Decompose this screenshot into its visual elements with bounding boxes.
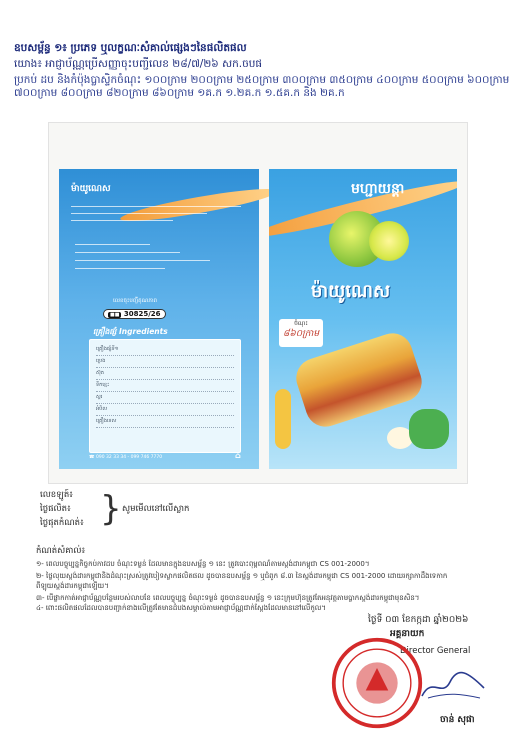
- back-panel-bullets: [75, 241, 225, 269]
- ingredient-line: អំបិល: [96, 406, 234, 416]
- certificate-label: លេខចុះបញ្ជីគុណភាព: [113, 298, 158, 304]
- net-weight-badge: [279, 319, 323, 347]
- packaging-line: ប្រកប់ ដប និងកំប៉ុងប្លាស្ទិកចំណុះ ១០០ក្រាម ២០០ក្រាម ២៥០ក្រាម ៣០០ក្រាម ៣៥០ក្រាម ៤០០ក្រាម ៥០០ក្រាម ៦០០ក្រាម ៧០០ក្រាម ៨០០ក្រាម ៨២០ក្រាម ៨៦០ក្រាម ១គ.ក ១.២គ.ក ១.៥គ.ក និង ២គ.ក: [14, 74, 510, 99]
- signature-department: អគ្គនាយក: [390, 629, 425, 639]
- contact-line: ☎ 090 32 33 34 - 099 746 7770: [89, 455, 163, 460]
- ingredient-line: ប្រេង: [96, 358, 234, 368]
- product-name: ម៉ាយូណេស: [311, 281, 391, 302]
- brace-note: សូមមើលនៅលើស្លាក: [122, 504, 190, 514]
- label-front-panel: [269, 169, 457, 469]
- ingredient-line: គ្រឿងទេស: [96, 418, 234, 428]
- notes-title: កំណត់សំគាល់៖: [36, 546, 86, 556]
- ingredient-line: គ្រឿងផ្សំទី១: [96, 346, 234, 356]
- note-item: ២- ថ្លៃលុយស្តង់ដារកម្ពុជានិងដំណុះស្រស់ត្រូវបៀទស្លាកផលិតផល ដូចបានឧបសម្ព័ន្ធ ១ ឬជំពូក ៨.៣ នៃស្តង់ដារកម្ពុជា CS 001-2000 ដោយរក្សាកាដឹងទេកាក: [36, 572, 448, 580]
- lemon-icon: [369, 221, 409, 261]
- ingredients-box: [89, 339, 241, 453]
- lot-label: លេខឡូត៍៖: [40, 490, 73, 500]
- net-weight-value: ៨៦០ក្រាម: [282, 329, 320, 339]
- pepper-icon: [409, 409, 449, 449]
- official-seal-icon: [330, 636, 424, 730]
- note-item: ៣- បើផ្លាកកាត់អាជ្ញាប័ណ្ណបន្ថែមរបស់លាបខែ ពេលបច្ចុប្បន្ន ចំណុះទម្ងន់ ដូចបានឧបសម្ព័ន្ធ ១ នេះក្រុមហ៊ុនត្រូវតែអនុវត្តតាមប្លាកស្តង់ដារកម្ពុជាមុនសិន។: [36, 594, 420, 602]
- ingredients-title: គ្រឿងផ្សំ Ingredients: [93, 327, 168, 336]
- exp-date-label: ថ្ងៃផុតកំណត់៖: [40, 518, 84, 528]
- handwritten-signature: [418, 668, 488, 704]
- ingredient-line: ទឹកខ្មេះ: [96, 382, 234, 392]
- brace-icon: }: [100, 489, 122, 529]
- brand-right: មហ្ជាយន្តា: [351, 181, 405, 197]
- logo-mark-icon: ⌂: [235, 451, 241, 460]
- net-weight-label: ចំណុះ: [294, 320, 308, 327]
- ingredient-line: ស្ករ: [96, 394, 234, 404]
- signature-date: ថ្ងៃទី ០៣ ខែកក្កដា ឆ្នាំ២០២៦: [368, 615, 469, 625]
- mfg-date-label: ថ្ងៃផលិត៖: [40, 504, 71, 514]
- certificate-prefix-icon: ■■: [110, 312, 120, 318]
- ingredient-line: ស៊ុត: [96, 370, 234, 380]
- label-artwork: [48, 122, 468, 484]
- certificate-tag: [103, 309, 166, 319]
- annex-title: ឧបសម្ព័ន្ធ ១៖ ប្រភេទ ឬលក្ខណៈសំគាល់ផ្សេងៗនៃផលិតផល: [14, 42, 247, 54]
- note-item: ពីឡុយស្តង់ដារកម្ពុជាឡើយ។: [36, 582, 109, 590]
- signature-role: Director General: [400, 646, 471, 656]
- back-panel-text: [71, 203, 241, 224]
- signatory-name: ចាន់ សុផា: [440, 715, 475, 725]
- reference-line: យោង៖ អាជ្ញាប័ណ្ណប្រើសញ្ញាចុះបញ្ជីលេខ ២៨/៧/២៦ សក.ចបផ: [14, 58, 263, 70]
- corn-icon: [275, 389, 291, 449]
- brand-left: ម៉ាយូណេស: [71, 184, 111, 194]
- note-item: ៤- ពោះផលិតផលដែលបានបញ្ជាក់ខាងលើត្រូវតែមានដំបងសម្គាល់តាមអាជ្ញាប័ណ្ណជាក់ស្តែងដែលមាននៅលើកូល។: [36, 604, 327, 612]
- label-back-panel: [59, 169, 259, 469]
- note-item: ១- ពេលបច្ចុប្បន្នកិច្ចកប់កាវដប ចំណុះទម្ងន់ ដែលមានក្នុងឧបសម្ព័ន្ធ ១ នេះ ត្រូវបោះពុម្ពពណ៌តាមស្តង់ដារកម្ពុជា CS 001-2000។: [36, 560, 370, 568]
- certificate-number: 30825/26: [123, 310, 161, 318]
